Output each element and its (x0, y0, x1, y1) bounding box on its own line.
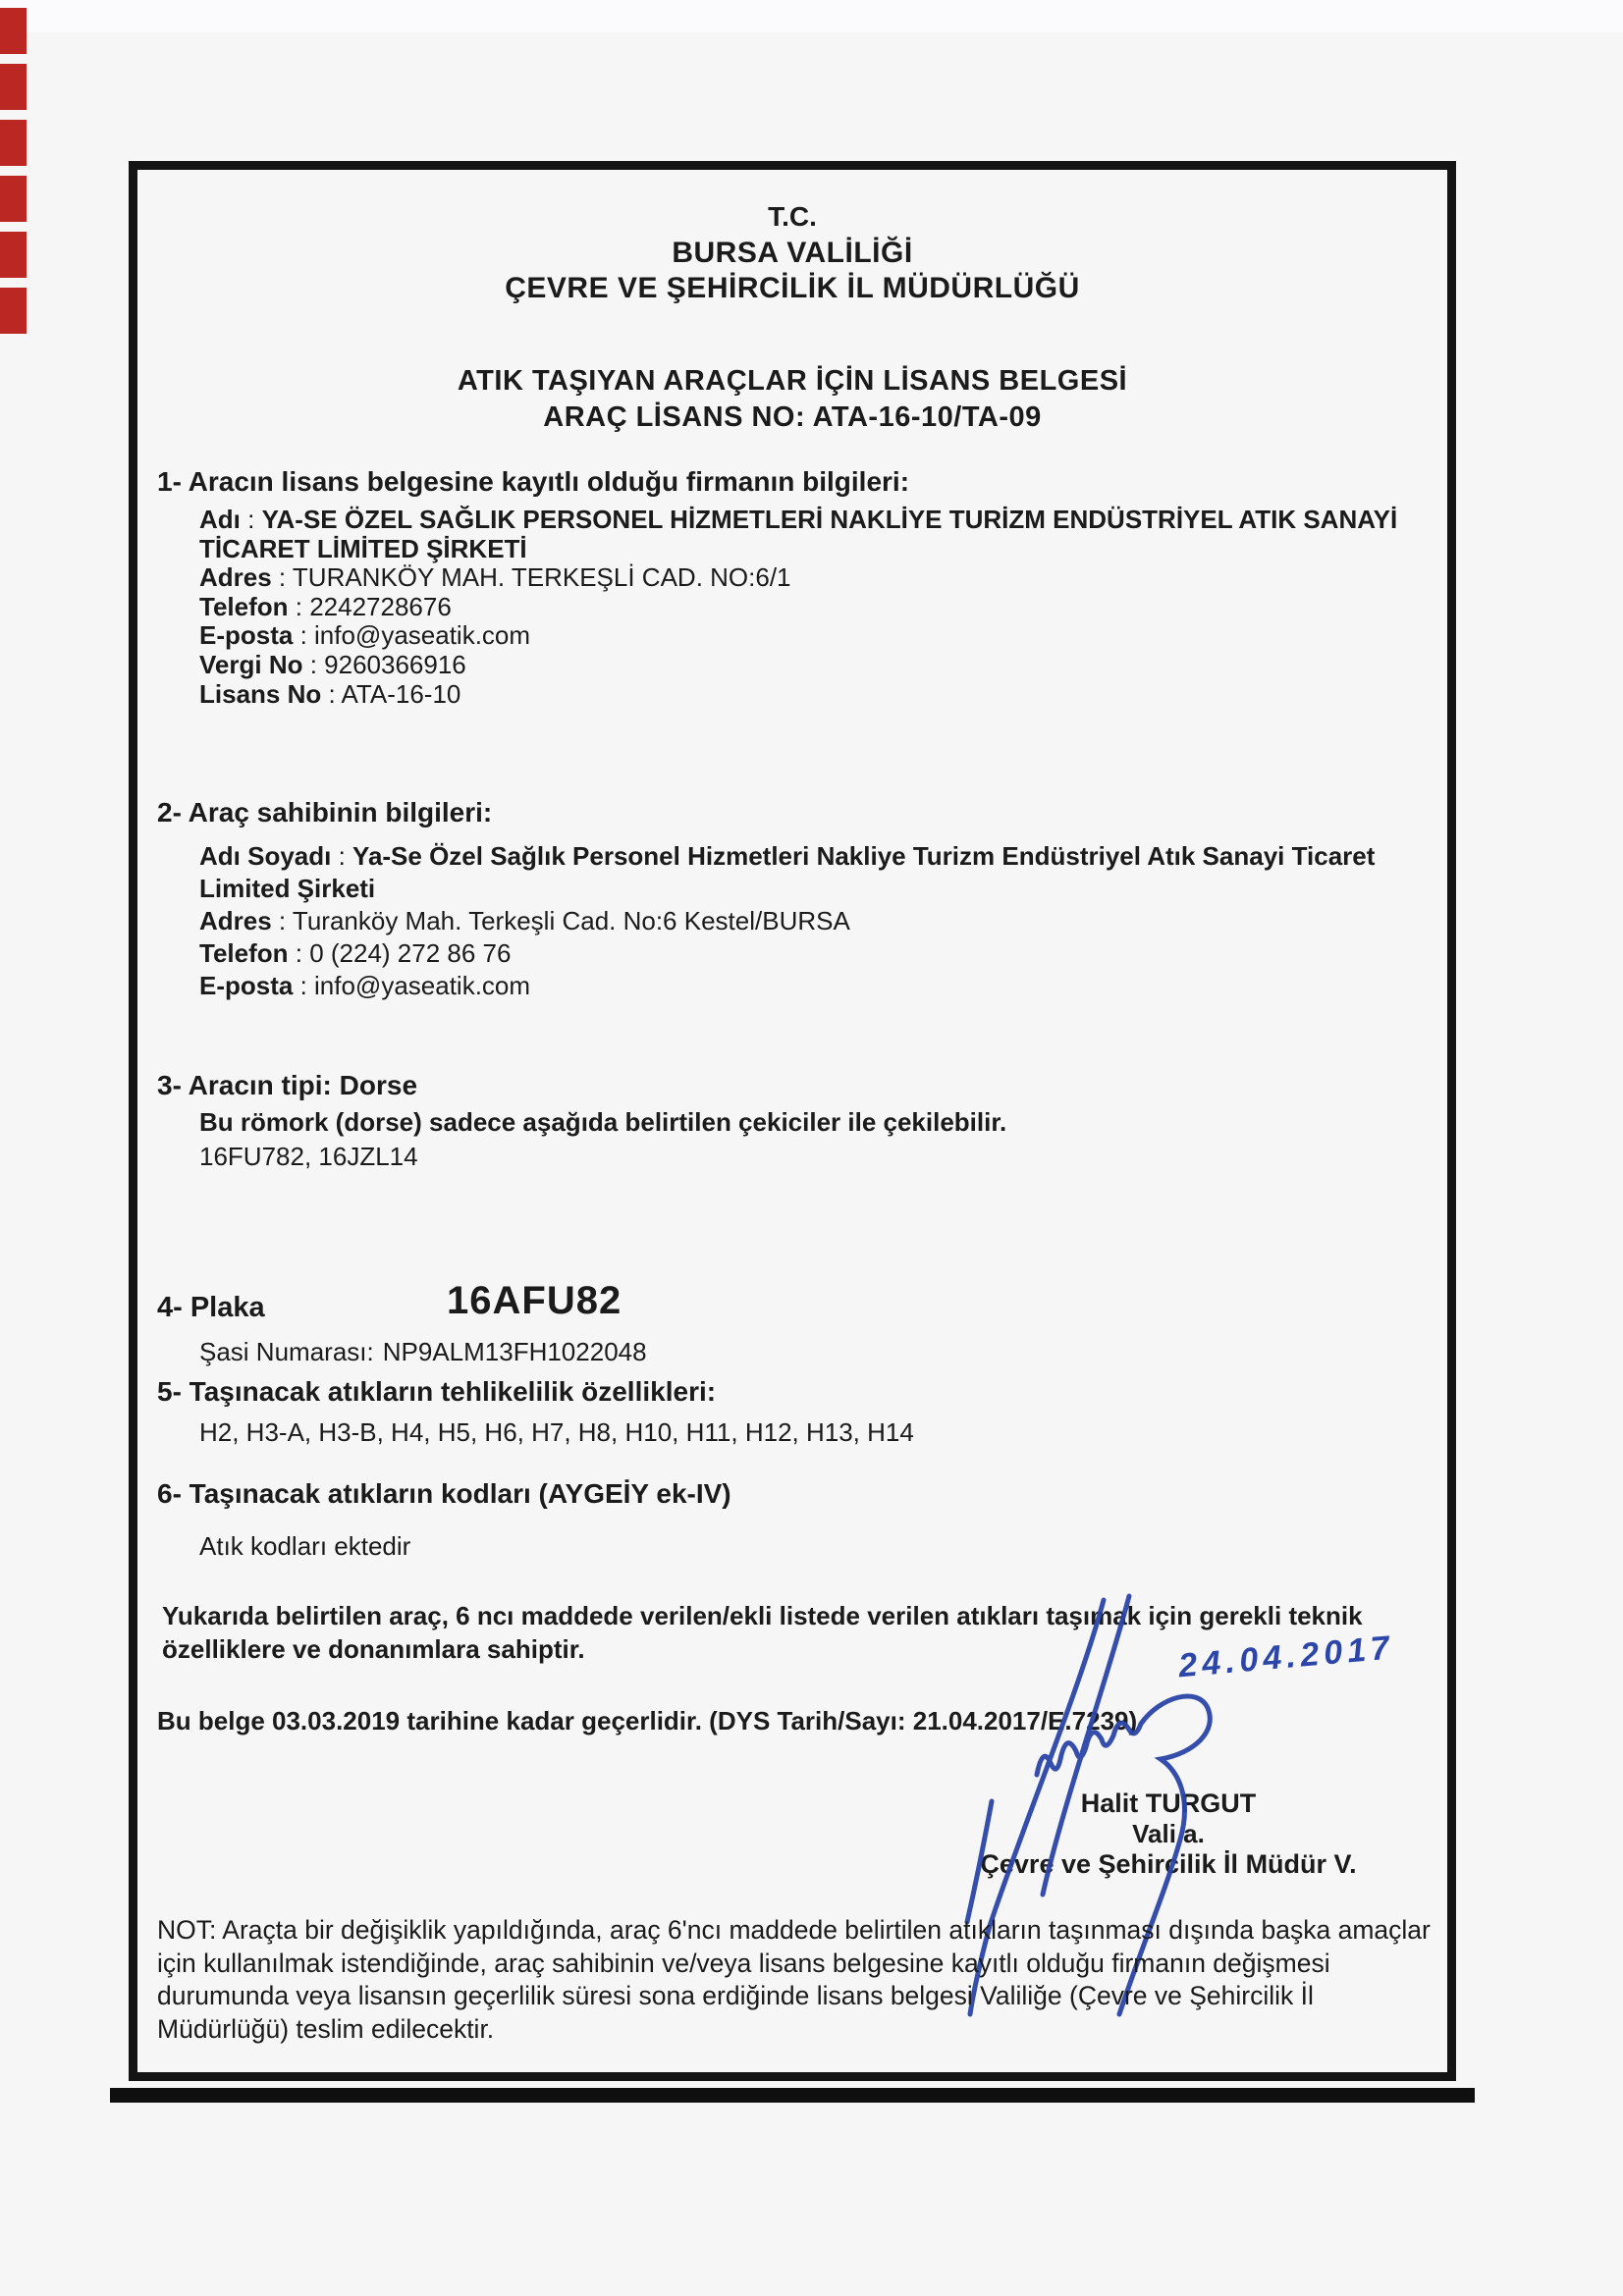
header-authority-2: ÇEVRE VE ŞEHİRCİLİK İL MÜDÜRLÜĞÜ (505, 272, 1080, 304)
section3-heading: 3- Aracın tipi: Dorse (157, 1070, 418, 1100)
hazard-codes: H2, H3-A, H3-B, H4, H5, H6, H7, H8, H10, H11, H12, H13, H14 (199, 1417, 914, 1447)
field-value: Turanköy Mah. Terkeşli Cad. No:6 Kestel/BURSA (292, 906, 850, 935)
field-label: Telefon (199, 591, 289, 621)
chassis-value: NP9ALM13FH1022048 (382, 1337, 647, 1366)
statement-line-1: Yukarıda belirtilen araç, 6 ncı maddede verilen/ekli listede verilen atıkları taşımak için gerekli teknik (162, 1601, 1363, 1630)
field-label: Adı (199, 505, 241, 534)
header-authority-1: BURSA VALİLİĞİ (672, 237, 913, 269)
section2-fields (199, 840, 1444, 1002)
edge-mark (0, 232, 27, 278)
edge-mark (0, 64, 27, 110)
field-value: info@yaseatik.com (314, 620, 531, 651)
edge-mark (0, 288, 27, 334)
field-value: 0 (224) 272 86 76 (309, 938, 512, 968)
section2-heading: 2- Araç sahibinin bilgileri: (157, 797, 493, 828)
edge-mark (0, 176, 27, 222)
note-line-1: NOT: Araçta bir değişiklik yapıldığında, araç 6'ncı maddede belirtilen atıkların taşınması dışında başka amaçlar (157, 1915, 1431, 1945)
separator: : (293, 971, 315, 1000)
field-label: E-posta (199, 620, 294, 651)
field-label: Vergi No (199, 649, 303, 679)
field-value: ATA-16-10 (341, 678, 461, 709)
section5-heading: 5- Taşınacak atıkların tehlikelilik özellikleri: (157, 1376, 717, 1407)
separator: : (240, 505, 262, 534)
separator: : (288, 591, 310, 621)
field-value: Ya-Se Özel Sağlık Personel Hizmetleri Nakliye Turizm Endüstriyel Atık Sanayi Ticaret Limited Şirketi (199, 841, 1376, 903)
field-value: 9260366916 (324, 649, 466, 679)
field-label: Adı Soyadı (199, 841, 332, 871)
chassis-label: Şasi Numarası: (199, 1337, 374, 1366)
field-label: Adres (199, 906, 272, 935)
separator: : (302, 649, 325, 679)
field-value: TURANKÖY MAH. TERKEŞLİ CAD. NO:6/1 (292, 562, 791, 593)
waste-codes-note: Atık kodları ektedir (199, 1531, 411, 1561)
plate-number: 16AFU82 (447, 1279, 622, 1322)
field-value: info@yaseatik.com (314, 971, 531, 1000)
signer-title-1: Vali a. (1132, 1819, 1205, 1848)
note-line-3: durumunda veya lisansın geçerlilik süresi sona erdiğinde lisans belgesi Valiliğe (Çevre ve Şehircilik İl (157, 1981, 1314, 2010)
signer-title-2: Çevre ve Şehircilik İl Müdür V. (980, 1849, 1357, 1879)
frame-bottom-shadow (110, 2088, 1475, 2103)
section6-heading: 6- Taşınacak atıkların kodları (AYGEİY ek-IV) (157, 1478, 731, 1509)
field-label: Lisans No (199, 678, 322, 709)
footer-note (157, 1914, 1431, 2046)
edge-mark (0, 120, 27, 166)
trailer-note: Bu römork (dorse) sadece aşağıda belirtilen çekiciler ile çekilebilir. (199, 1107, 1007, 1137)
validity-line: Bu belge 03.03.2019 tarihine kadar geçerlidir. (DYS Tarih/Sayı: 21.04.2017/E.7239) (157, 1706, 1138, 1735)
field-row-email (199, 621, 1438, 651)
field-row-email (199, 970, 1444, 1002)
tow-vehicle-plates: 16FU782, 16JZL14 (199, 1142, 418, 1171)
separator: : (271, 562, 293, 593)
field-label: E-posta (199, 971, 294, 1000)
note-line-4: Müdürlüğü) teslim edilecektir. (157, 2013, 495, 2044)
statement-line-2: özelliklere ve donanımlara sahiptir. (162, 1633, 585, 1664)
header-tc: T.C. (768, 201, 817, 232)
field-row-phone (199, 593, 1438, 622)
signer-name: Halit TURGUT (1080, 1789, 1257, 1818)
vehicle-license-no: ARAÇ LİSANS NO: ATA-16-10/TA-09 (543, 401, 1042, 433)
separator: : (288, 938, 310, 968)
separator: : (271, 906, 293, 935)
field-label: Telefon (199, 938, 289, 968)
separator: : (293, 620, 315, 651)
section1-heading: 1- Aracın lisans belgesine kayıtlı olduğu firmanın bilgileri: (157, 466, 910, 497)
field-label: Adres (199, 562, 272, 593)
field-row-address (199, 905, 1444, 937)
field-row-address (199, 563, 1438, 593)
section1-fields (199, 506, 1438, 709)
field-value: YA-SE ÖZEL SAĞLIK PERSONEL HİZMETLERİ NAKLİYE TURİZM ENDÜSTRİYEL ATIK SANAYİ TİCARET LİMİTED ŞİRKETİ (199, 505, 1398, 563)
handwritten-date: 24.04.2017 (1176, 1629, 1396, 1685)
scan-top-strip (0, 0, 1623, 32)
document-title: ATIK TAŞIYAN ARAÇLAR İÇİN LİSANS BELGESİ (457, 365, 1128, 397)
separator: : (331, 841, 353, 871)
edge-mark (0, 8, 27, 54)
field-row-license-no (199, 680, 1438, 710)
note-line-2: için kullanılmak istendiğinde, araç sahibinin ve/veya lisans belgesine kayıtlı olduğu firmanın değişmesi (157, 1948, 1330, 1978)
field-value: 2242728676 (309, 591, 452, 621)
field-row-phone (199, 937, 1444, 970)
section4-heading: 4- Plaka (157, 1292, 265, 1323)
field-row-company-name (199, 506, 1438, 563)
separator: : (321, 678, 342, 709)
field-row-tax-no (199, 651, 1438, 680)
chassis-row (199, 1337, 647, 1367)
field-row-owner-name (199, 840, 1444, 905)
